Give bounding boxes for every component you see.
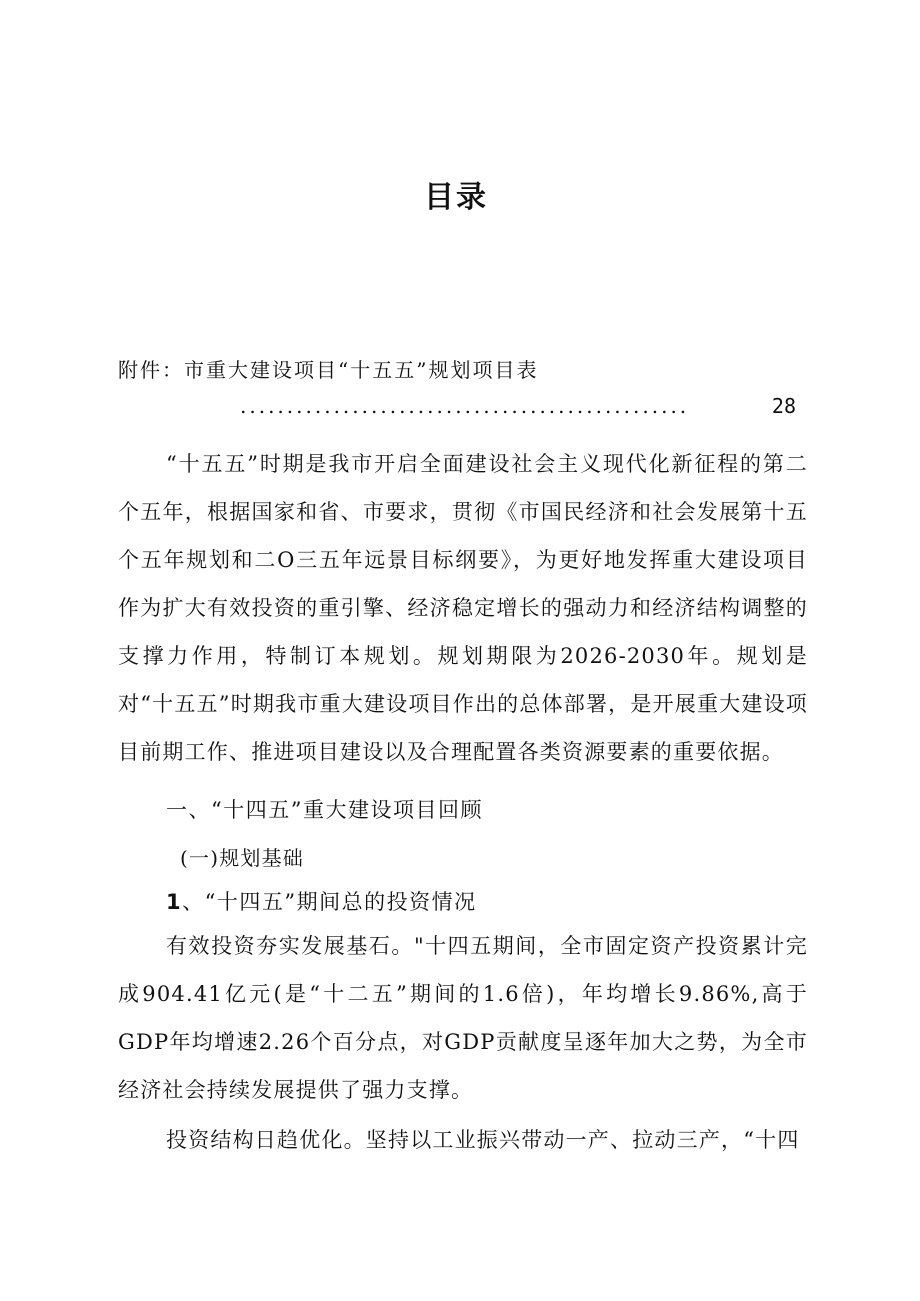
structure-paragraph: 投资结构日趋优化。坚持以工业振兴带动一产、拉动三产，“十四 <box>166 1128 800 1152</box>
subsection-heading: (一)规划基础 <box>180 846 305 870</box>
intro-paragraph: “十五五”时期是我市开启全面建设社会主义现代化新征程的第二个五年，根据国家和省、市要求，贯彻《市国民经济和社会发展第十五个五年规划和二O三五年远景目标纲要》，为更好地发挥重大建设项目作为扩大有效投资的重引擎、经济稳定增长的强动力和经济结构调整的支撑力作用，特制订本规划。规划期限为2026-2030年。规划是对“十五五”时期我市重大建设项目作出的总体部署，是开展重大建设项目前期工作、推进项目建设以及合理配置各类资源要素的重要依据。 <box>118 452 808 764</box>
page-title: 目录 <box>424 180 488 215</box>
section-heading: 一、“十四五”重大建设项目回顾 <box>166 798 483 822</box>
toc-entry-label[interactable]: 附件：市重大建设项目“十五五”规划项目表 <box>118 358 539 382</box>
toc-page-number: 28 <box>771 394 796 418</box>
item-heading <box>166 886 477 916</box>
toc-entry-leader <box>240 394 796 418</box>
item-heading-text: 、“十四五”期间总的投资情况 <box>182 890 477 914</box>
investment-paragraph: 有效投资夯实发展基石。"十四五期间，全市固定资产投资累计完成904.41亿元(是“十二五”期间的1.6倍)，年均增长9.86%,高于GDP年均增速2.26个百分点，对GDP贡献度呈逐年加大之势，为全市经济社会持续发展提供了强力支撑。 <box>118 934 808 1102</box>
toc-dot-leader: ................................................ <box>240 394 690 418</box>
item-number: 1 <box>166 890 183 914</box>
